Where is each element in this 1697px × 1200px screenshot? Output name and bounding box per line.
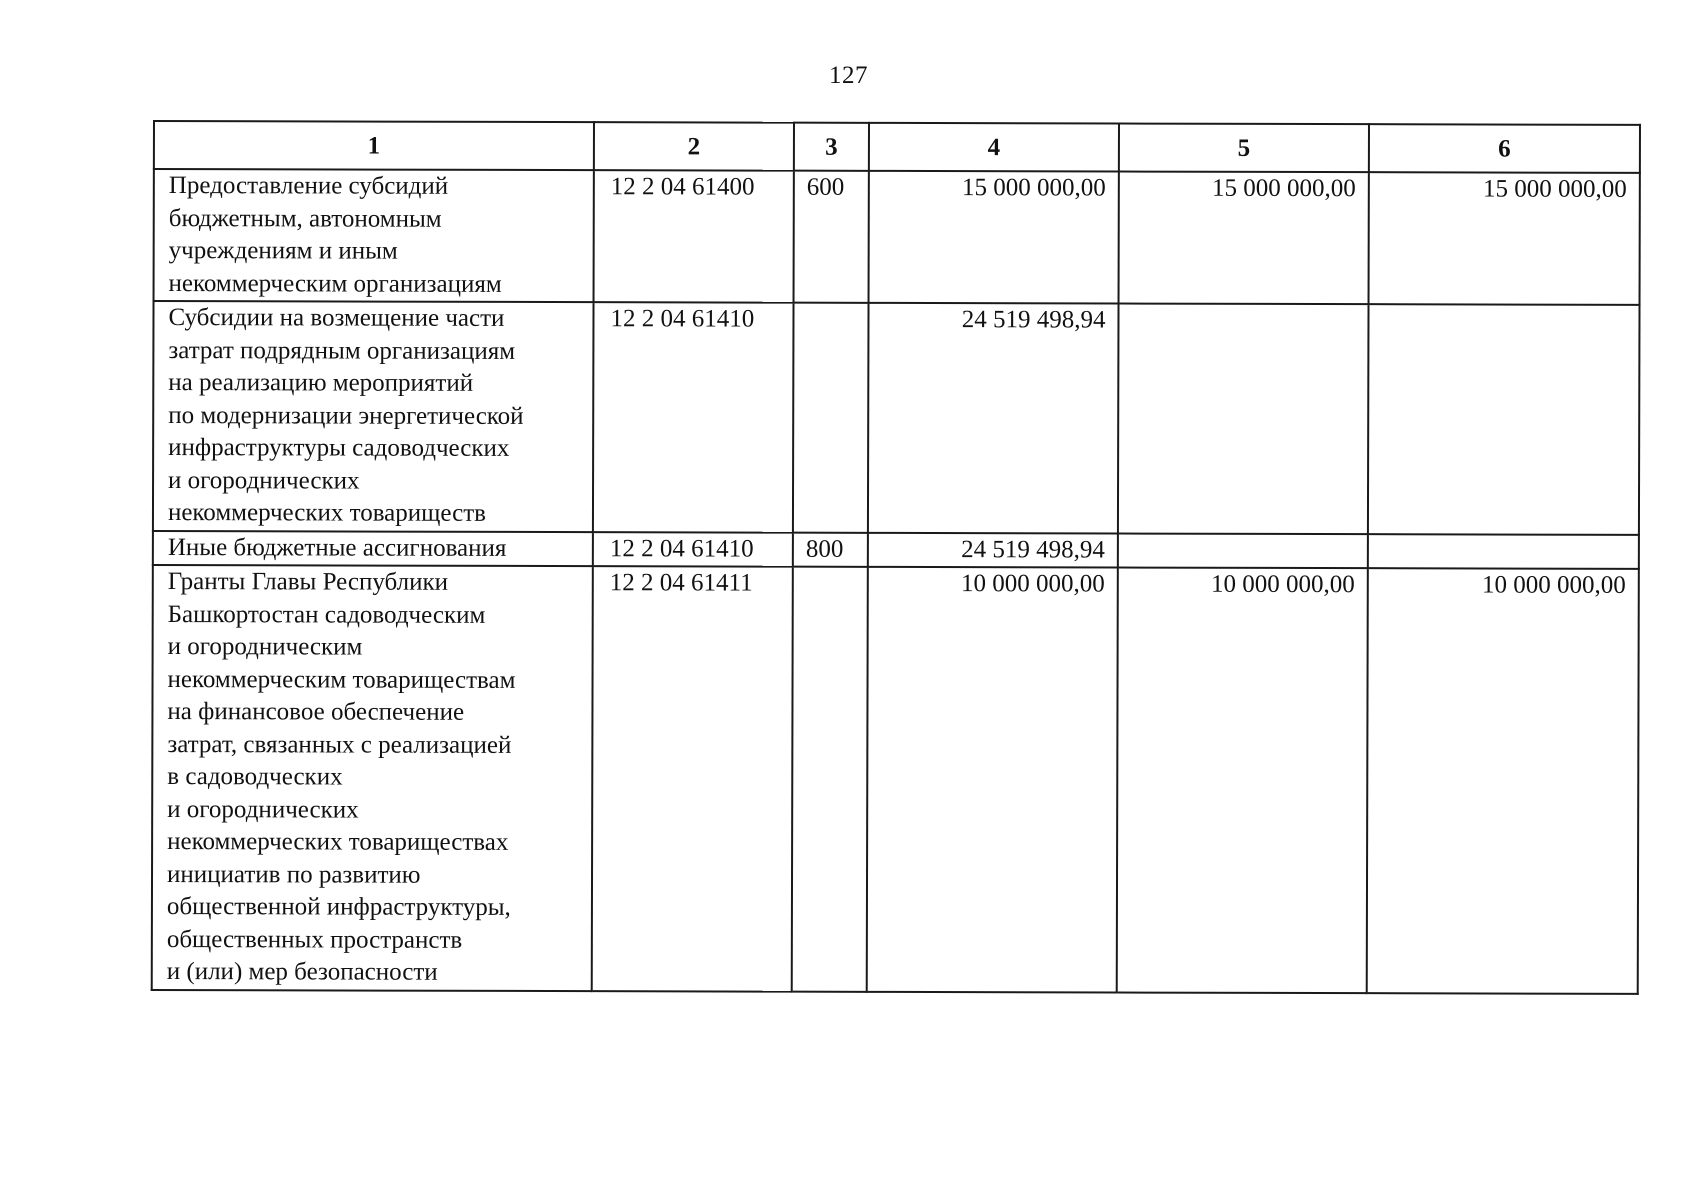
row-name-line: в садоводческих [167, 763, 343, 791]
row-name-line: затрат подрядным организациям [168, 336, 516, 365]
row-name-line: бюджетным, автономным [168, 204, 442, 233]
row-name-line: и огородническим [167, 633, 363, 661]
table-body [152, 169, 1640, 993]
row-name-line: и огороднических [168, 466, 360, 495]
row-name-line: Предоставление субсидий [168, 172, 449, 200]
header-col-2: 2 [594, 122, 794, 171]
row-name-cell [154, 169, 594, 302]
page-number: 127 [829, 62, 868, 89]
row-amount-5-cell: 10 000 000,00 [1117, 568, 1368, 993]
row-name-line: учреждениям и иным [168, 237, 398, 265]
row-name-cell [152, 565, 593, 991]
row-amount-4-cell: 10 000 000,00 [867, 567, 1118, 992]
row-name-line: Иные бюджетные ассигнования [167, 533, 507, 562]
row-code-cell: 12 2 04 61400 [594, 170, 794, 303]
row-name-line: и огороднических [167, 795, 359, 824]
row-type-cell: 800 [793, 532, 868, 567]
header-col-3: 3 [794, 123, 869, 171]
row-code-cell: 12 2 04 61410 [593, 532, 793, 567]
table-row [153, 301, 1640, 534]
table-header [154, 121, 1640, 173]
row-name-line: и (или) мер безопасности [166, 958, 438, 986]
row-name-line: затрат, связанных с реализацией [167, 730, 512, 759]
row-name-cell [153, 301, 594, 532]
header-col-1: 1 [154, 121, 594, 170]
row-code-cell: 12 2 04 61411 [592, 566, 793, 991]
row-name-line: некоммерческим товариществам [167, 665, 516, 694]
header-col-4: 4 [869, 123, 1119, 172]
row-name-line: по модернизации энергетической [168, 401, 524, 430]
row-type-cell [793, 303, 869, 533]
row-name-line: некоммерческих товариществ [167, 499, 487, 527]
row-name-cell [153, 531, 593, 567]
row-amount-5-cell [1118, 533, 1368, 568]
table-row [152, 565, 1639, 993]
header-col-6: 6 [1369, 124, 1640, 173]
row-name-line: инфраструктуры садоводческих [168, 434, 510, 462]
row-name-line: некоммерческих товариществах [167, 828, 509, 856]
row-amount-6-cell: 15 000 000,00 [1369, 172, 1640, 305]
row-name-line: на реализацию мероприятий [168, 369, 474, 397]
row-code-cell: 12 2 04 61410 [593, 302, 794, 532]
row-name-line: общественной инфраструктуры, [166, 893, 511, 921]
row-amount-6-cell [1368, 304, 1640, 534]
row-name-line: некоммерческим организациям [168, 269, 502, 298]
row-name-line: общественных пространств [166, 925, 463, 954]
table-row [154, 169, 1640, 305]
row-amount-5-cell: 15 000 000,00 [1119, 172, 1369, 305]
row-name-line: Башкортостан садоводческим [167, 600, 486, 629]
budget-table [151, 120, 1641, 994]
row-amount-4-cell: 24 519 498,94 [868, 532, 1118, 567]
row-amount-6-cell [1368, 534, 1639, 569]
row-amount-4-cell: 24 519 498,94 [868, 303, 1119, 533]
row-name-line: Субсидии на возмещение части [168, 304, 505, 332]
row-amount-5-cell [1118, 304, 1369, 534]
row-name-line: инициатив по развитию [166, 860, 421, 889]
header-row [154, 121, 1640, 173]
row-name-line: Гранты Главы Республики [167, 568, 449, 596]
row-amount-4-cell: 15 000 000,00 [869, 171, 1119, 304]
row-name-line: на финансовое обеспечение [167, 698, 465, 726]
table-row [153, 531, 1639, 569]
row-type-cell: 600 [794, 171, 869, 303]
row-type-cell [792, 567, 868, 992]
row-amount-6-cell: 10 000 000,00 [1367, 568, 1639, 993]
header-col-5: 5 [1119, 124, 1369, 173]
